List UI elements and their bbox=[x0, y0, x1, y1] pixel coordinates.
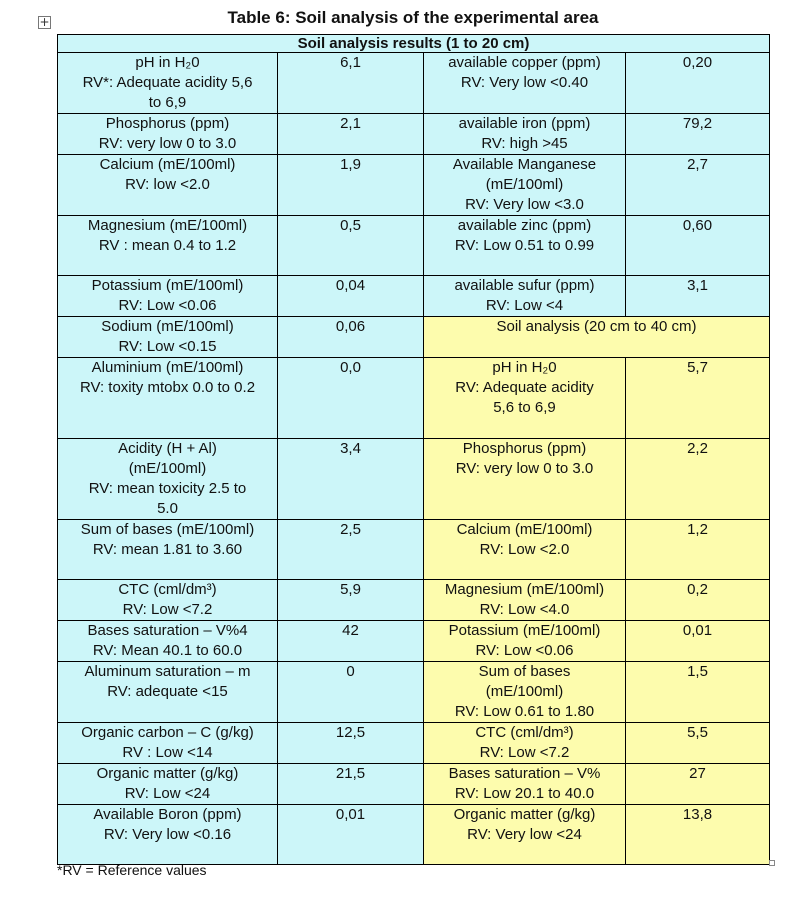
parameter-value-cell: 0 bbox=[278, 662, 424, 723]
footnote: *RV = Reference values bbox=[57, 862, 207, 878]
table-row bbox=[58, 662, 770, 723]
table-row bbox=[58, 276, 770, 317]
table-row bbox=[58, 723, 770, 764]
parameter-value-cell: 1,9 bbox=[278, 155, 424, 216]
table-title: Table 6: Soil analysis of the experimental area bbox=[227, 8, 599, 27]
parameter-label-cell: Sodium (mE/100ml) RV: Low <0.15 bbox=[58, 317, 278, 358]
table-header: Soil analysis results (1 to 20 cm) bbox=[58, 35, 770, 53]
parameter-label-cell: Bases saturation – V% RV: Low 20.1 to 40.0 bbox=[424, 764, 626, 805]
parameter-value-cell: 3,4 bbox=[278, 439, 424, 520]
parameter-label-cell: Calcium (mE/100ml) RV: low <2.0 bbox=[58, 155, 278, 216]
table-row bbox=[58, 520, 770, 580]
table-row bbox=[58, 439, 770, 520]
parameter-label-cell: Sum of bases (mE/100ml) RV: Low 0.61 to 1.80 bbox=[424, 662, 626, 723]
parameter-label-cell: Magnesium (mE/100ml) RV: Low <4.0 bbox=[424, 580, 626, 621]
parameter-value-cell: 3,1 bbox=[626, 276, 770, 317]
table-move-handle[interactable]: + bbox=[39, 15, 50, 29]
parameter-value-cell: 0,5 bbox=[278, 216, 424, 276]
parameter-value-cell: 0,2 bbox=[626, 580, 770, 621]
parameter-value-cell: 42 bbox=[278, 621, 424, 662]
table-row bbox=[58, 53, 770, 114]
parameter-value-cell: 0,04 bbox=[278, 276, 424, 317]
parameter-label-cell: Aluminium (mE/100ml) RV: toxity mtobx 0.0 to 0.2 bbox=[58, 358, 278, 439]
parameter-value-cell: 27 bbox=[626, 764, 770, 805]
parameter-value-cell: 2,1 bbox=[278, 114, 424, 155]
parameter-label-cell: available zinc (ppm) RV: Low 0.51 to 0.99 bbox=[424, 216, 626, 276]
table-row bbox=[58, 114, 770, 155]
parameter-label-cell: CTC (cml/dm³) RV: Low <7.2 bbox=[58, 580, 278, 621]
table-row bbox=[58, 621, 770, 662]
parameter-label-cell: Sum of bases (mE/100ml) RV: mean 1.81 to 3.60 bbox=[58, 520, 278, 580]
parameter-label-cell: CTC (cml/dm³) RV: Low <7.2 bbox=[424, 723, 626, 764]
parameter-value-cell: 1,2 bbox=[626, 520, 770, 580]
parameter-value-cell: 2,2 bbox=[626, 439, 770, 520]
parameter-value-cell: 5,7 bbox=[626, 358, 770, 439]
parameter-label-cell: Organic matter (g/kg) RV: Very low <24 bbox=[424, 805, 626, 865]
parameter-label-cell: Magnesium (mE/100ml) RV : mean 0.4 to 1.2 bbox=[58, 216, 278, 276]
parameter-label-cell: available iron (ppm) RV: high >45 bbox=[424, 114, 626, 155]
parameter-value-cell: 79,2 bbox=[626, 114, 770, 155]
table-row bbox=[58, 580, 770, 621]
parameter-value-cell: 0,01 bbox=[626, 621, 770, 662]
table-row bbox=[58, 764, 770, 805]
parameter-value-cell: 2,7 bbox=[626, 155, 770, 216]
parameter-label-cell: Potassium (mE/100ml) RV: Low <0.06 bbox=[424, 621, 626, 662]
parameter-label-cell: Calcium (mE/100ml) RV: Low <2.0 bbox=[424, 520, 626, 580]
parameter-label-cell: Available Manganese (mE/100ml) RV: Very low <3.0 bbox=[424, 155, 626, 216]
parameter-value-cell: 5,5 bbox=[626, 723, 770, 764]
table-row bbox=[58, 358, 770, 439]
table-resize-handle[interactable] bbox=[769, 860, 775, 866]
parameter-value-cell: 21,5 bbox=[278, 764, 424, 805]
parameter-value-cell: 0,20 bbox=[626, 53, 770, 114]
parameter-label-cell: Organic carbon – C (g/kg) RV : Low <14 bbox=[58, 723, 278, 764]
parameter-label-cell: Available Boron (ppm) RV: Very low <0.16 bbox=[58, 805, 278, 865]
parameter-value-cell: 6,1 bbox=[278, 53, 424, 114]
parameter-label-cell: Aluminum saturation – m RV: adequate <15 bbox=[58, 662, 278, 723]
parameter-value-cell: 0,0 bbox=[278, 358, 424, 439]
table-row bbox=[58, 805, 770, 865]
soil-analysis-table bbox=[57, 34, 770, 865]
parameter-label-cell: Acidity (H + Al) (mE/100ml) RV: mean toxicity 2.5 to 5.0 bbox=[58, 439, 278, 520]
parameter-value-cell: 0,01 bbox=[278, 805, 424, 865]
parameter-label-cell: Organic matter (g/kg) RV: Low <24 bbox=[58, 764, 278, 805]
table-row bbox=[58, 155, 770, 216]
parameter-label-cell: pH in H₂0 RV: Adequate acidity 5,6 to 6,9 bbox=[424, 358, 626, 439]
parameter-label-cell: pH in H₂0 RV*: Adequate acidity 5,6 to 6,9 bbox=[58, 53, 278, 114]
parameter-label-cell: Bases saturation – V%4 RV: Mean 40.1 to 60.0 bbox=[58, 621, 278, 662]
parameter-value-cell: 1,5 bbox=[626, 662, 770, 723]
parameter-value-cell: 12,5 bbox=[278, 723, 424, 764]
parameter-label-cell: Phosphorus (ppm) RV: very low 0 to 3.0 bbox=[58, 114, 278, 155]
parameter-label-cell: available copper (ppm) RV: Very low <0.40 bbox=[424, 53, 626, 114]
parameter-label-cell: Potassium (mE/100ml) RV: Low <0.06 bbox=[58, 276, 278, 317]
parameter-value-cell: 13,8 bbox=[626, 805, 770, 865]
parameter-value-cell: 5,9 bbox=[278, 580, 424, 621]
table-row bbox=[58, 317, 770, 358]
parameter-value-cell: 0,06 bbox=[278, 317, 424, 358]
parameter-value-cell: 0,60 bbox=[626, 216, 770, 276]
parameter-value-cell: 2,5 bbox=[278, 520, 424, 580]
parameter-label-cell: Phosphorus (ppm) RV: very low 0 to 3.0 bbox=[424, 439, 626, 520]
table-row bbox=[58, 216, 770, 276]
section-header-cell: Soil analysis (20 cm to 40 cm) bbox=[424, 317, 770, 358]
parameter-label-cell: available sufur (ppm) RV: Low <4 bbox=[424, 276, 626, 317]
